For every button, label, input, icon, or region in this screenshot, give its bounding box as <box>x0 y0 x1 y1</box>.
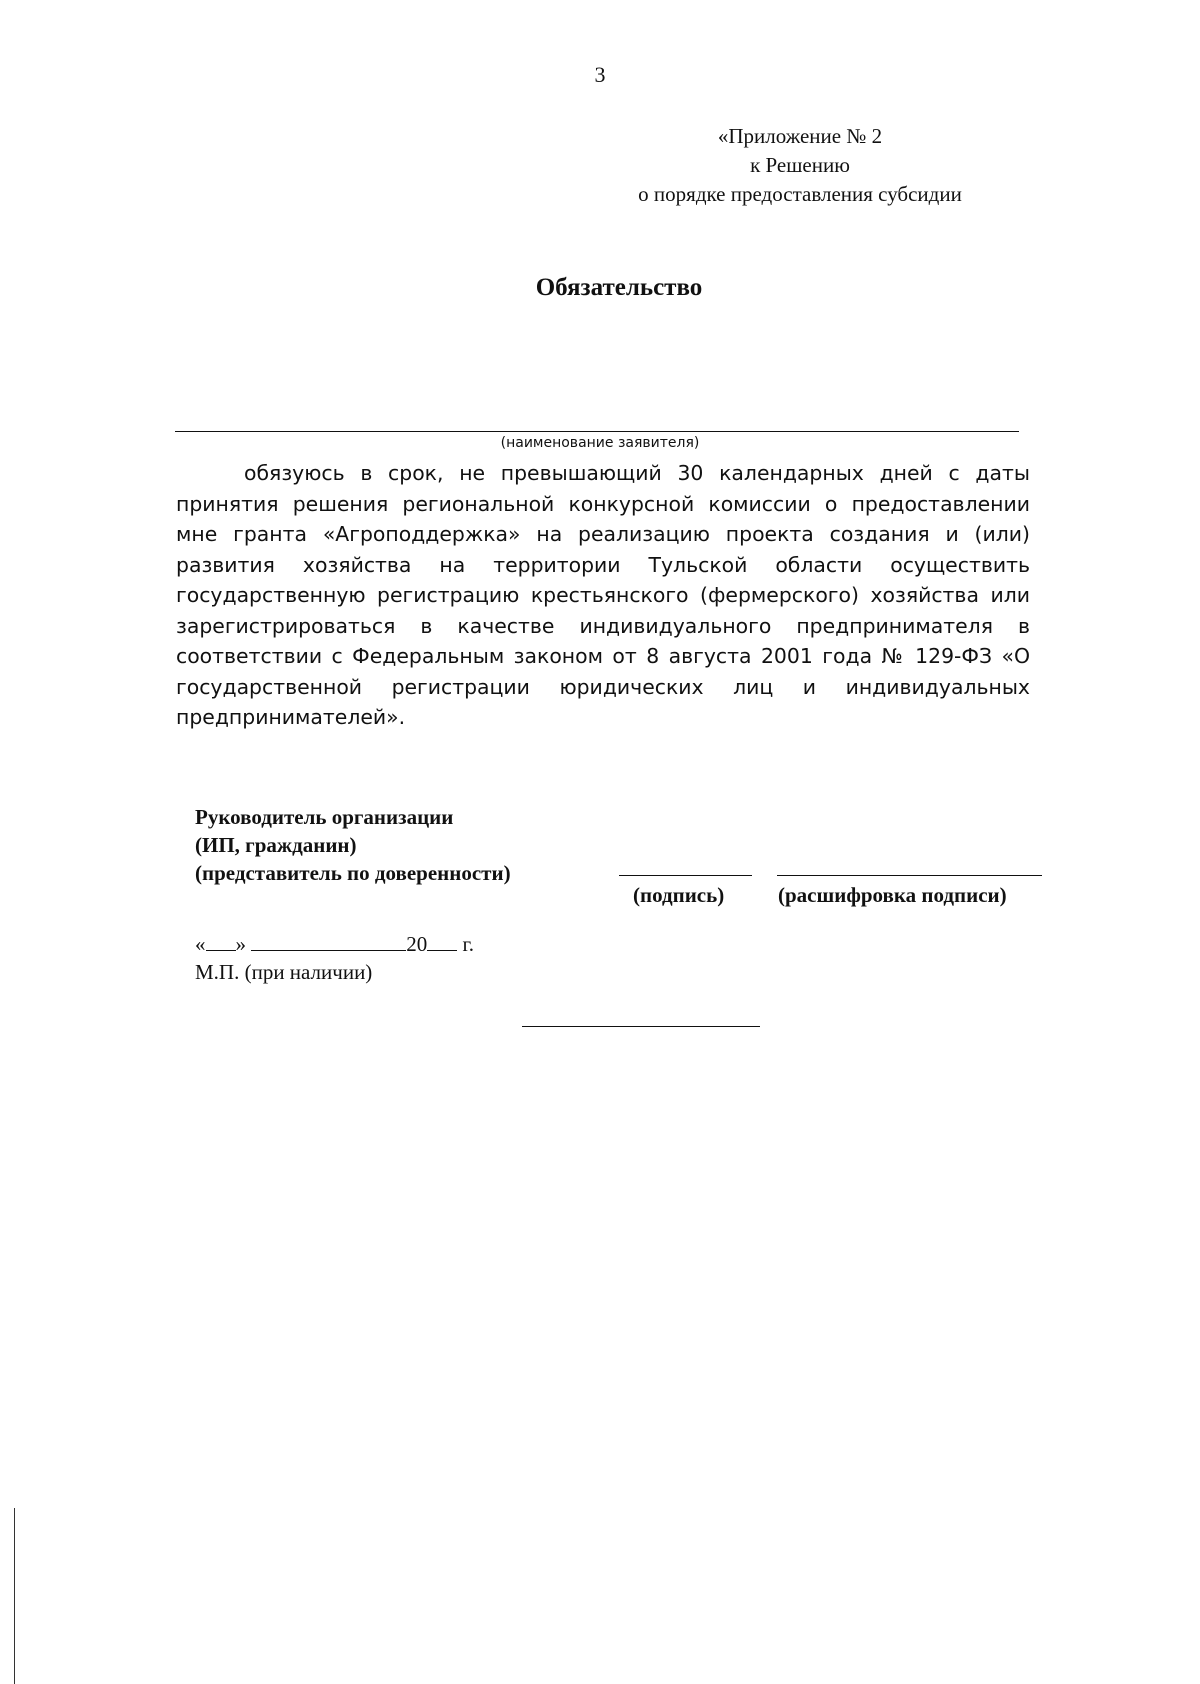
obligation-text: обязуюсь в срок, не превышающий 30 календарных дней с даты принятия решения региональной конкурсной комиссии о предоставлении мне гранта «Агроподдержка» на реализацию проекта создания и (или) развития хозяйства на территории Тульской области осуществить государственную регистрацию крестьянского (фермерского) хозяйства или зарегистрироваться в качестве индивидуального предпринимателя в соответствии с Федеральным законом от 8 августа 2001 года № 129-ФЗ «О государственной регистрации юридических лиц и индивидуальных предпринимателей». <box>176 461 1030 729</box>
applicant-name-line <box>175 431 1019 432</box>
scan-margin-line <box>14 1508 15 1684</box>
year-prefix: 20 <box>406 932 428 956</box>
signature-decode-line <box>777 875 1042 876</box>
appendix-line-3: о порядке предоставления субсидии <box>638 182 962 206</box>
date-close-quote: » <box>235 932 246 956</box>
year-blank <box>427 932 457 951</box>
document-title: Обязательство <box>535 274 703 301</box>
appendix-reference <box>600 122 1000 209</box>
day-blank <box>206 932 236 951</box>
applicant-name-caption: (наименование заявителя) <box>500 435 700 451</box>
signer-role-line-2: (ИП, гражданин) <box>195 833 357 857</box>
appendix-line-1: «Приложение № 2 <box>717 124 883 148</box>
document-end-line <box>522 1026 760 1027</box>
date-line <box>195 932 474 957</box>
page-number: 3 <box>594 62 606 87</box>
signer-role-line-1: Руководитель организации <box>195 805 454 829</box>
signature-caption: (подпись) <box>633 883 725 907</box>
signature-line <box>619 875 752 876</box>
signer-role-line-3: (представитель по доверенности) <box>195 861 511 885</box>
signer-block <box>195 803 511 887</box>
year-suffix: г. <box>457 932 474 956</box>
appendix-line-2: к Решению <box>750 153 850 177</box>
stamp-note: М.П. (при наличии) <box>195 960 373 984</box>
signature-decode-caption: (расшифровка подписи) <box>778 883 1007 907</box>
date-open-quote: « <box>195 932 206 956</box>
month-blank <box>251 932 406 951</box>
